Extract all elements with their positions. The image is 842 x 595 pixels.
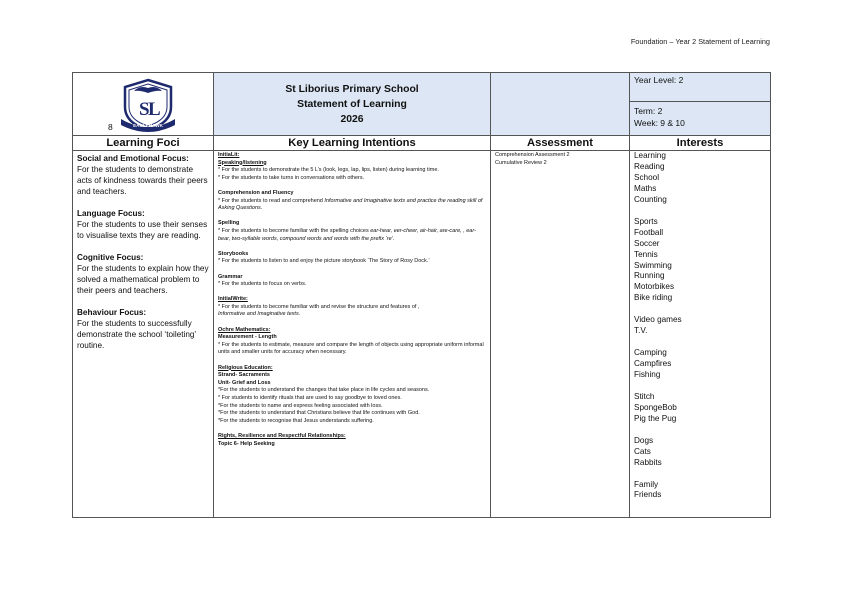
spelling-text-plain: * For the students to become familiar with the spelling choices — [218, 227, 371, 234]
rrrr-title: Rights, Resilience and Respectful Relationships: — [218, 432, 346, 439]
rrrr-topic: Topic 6- Help Seeking — [218, 440, 275, 447]
interest-item: Bike riding — [634, 293, 673, 303]
initiallit-title: InitiaLit: — [218, 152, 240, 158]
logo-cell — [73, 73, 214, 136]
interest-item: Stitch — [634, 391, 655, 401]
focus-text: For the students to demonstrate acts of kindness towards their peers and teachers. — [77, 165, 208, 196]
comprehension-text — [218, 198, 486, 213]
focus-cognitive — [77, 252, 209, 296]
spelling-section — [218, 220, 486, 243]
interest-item: Pig the Pug — [634, 413, 677, 423]
page-header: Foundation – Year 2 Statement of Learning — [630, 37, 770, 46]
assessment-item: Cumulative Review 2 — [495, 159, 547, 166]
svg-text:L: L — [148, 99, 161, 120]
speaking-item: * For the students to demonstrate the 5 L’s (look, legs, lap, lips, listen) during learning time. — [218, 167, 439, 174]
initialwrite-section — [218, 296, 486, 319]
storybooks-text: * For the students to listen to and enjoy the picture storybook ‘The Story of Rosy Dock.’ — [218, 258, 430, 265]
school-heading-extension — [491, 73, 630, 136]
grammar-section — [218, 274, 486, 289]
re-item: *For the students to recognise that Jesus understands suffering. — [218, 417, 374, 424]
re-item: *For the students to name and express feeling associated with loss. — [218, 402, 383, 409]
initialwrite-text-italic: Informative and Imaginative texts. — [218, 311, 301, 318]
focus-behaviour — [77, 307, 209, 351]
spelling-text-italic: ear-hear, eer-cheer, air-hair, are-care, , ear-bear, two-syllable words, compound words and words with the prefix ‘re’. — [218, 227, 476, 242]
school-crest-icon — [117, 77, 179, 133]
logo-number: 8 — [108, 122, 113, 132]
focus-language — [77, 208, 209, 241]
grammar-title: Grammar — [218, 273, 243, 280]
interest-item: Campfires — [634, 359, 672, 369]
assessment-item: Comprehension Assessment 2 — [495, 152, 570, 158]
school-heading — [214, 73, 491, 136]
speaking-listening-title: Speaking/listening — [218, 159, 267, 166]
interest-gap — [634, 425, 766, 436]
maths-section — [218, 327, 486, 357]
interest-item: Camping — [634, 348, 667, 358]
interest-item: Friends — [634, 490, 662, 500]
re-item: *For the students to understand the changes that take place in life cycles and seasons. — [218, 387, 430, 394]
interest-item: Video games — [634, 315, 682, 325]
learning-foci-cell — [73, 151, 214, 518]
speaking-item: * For the students to take turns in conversations with others. — [218, 174, 365, 181]
focus-title: Language Focus: — [77, 209, 145, 218]
interest-item: SpongeBob — [634, 402, 677, 412]
rrrr-section — [218, 433, 486, 448]
school-name: St Liborius Primary School — [285, 83, 419, 95]
re-section — [218, 365, 486, 426]
spelling-title: Spelling — [218, 220, 240, 227]
interest-item: Tennis — [634, 249, 658, 259]
interest-item: Maths — [634, 183, 657, 193]
week: Week: 9 & 10 — [634, 118, 685, 128]
document-year: 2026 — [340, 113, 364, 125]
column-header-key-learning-intentions: Key Learning Intentions — [214, 136, 491, 151]
comprehension-title: Comprehension and Fluency — [218, 189, 294, 196]
interest-item: Learning — [634, 151, 666, 160]
interest-item: T.V. — [634, 326, 648, 336]
interest-item: Reading — [634, 161, 665, 171]
storybooks-title: Storybooks — [218, 250, 249, 257]
interest-gap — [634, 381, 766, 392]
maths-text: * For the students to estimate, measure and compare the length of objects using appropriate uniform informal units and smaller units for accuracy when necessary. — [218, 341, 484, 356]
interest-gap — [634, 337, 766, 348]
focus-text: For the students to explain how they solved a mathematical problem to their peers and teachers. — [77, 264, 209, 295]
initiallit-section — [218, 152, 486, 182]
maths-title: Ochre Mathematics: — [218, 326, 271, 333]
interest-item: Soccer — [634, 238, 660, 248]
year-level: Year Level: 2 — [630, 73, 771, 102]
re-strand: Strand- Sacraments — [218, 372, 270, 379]
interests-cell — [630, 151, 771, 518]
interest-item: Football — [634, 227, 664, 237]
statement-of-learning-table — [72, 72, 771, 518]
focus-text: For the students to use their senses to visualise texts they are reading. — [77, 220, 208, 240]
document-title: Statement of Learning — [297, 98, 407, 110]
column-header-assessment: Assessment — [491, 136, 630, 151]
interest-gap — [634, 206, 766, 217]
focus-text: For the students to successfully demonstrate the school ‘toileting’ routine. — [77, 319, 196, 350]
storybooks-section — [218, 251, 486, 266]
focus-title: Behaviour Focus: — [77, 308, 147, 317]
initialwrite-text: * For the students to become familiar with and revise the structure and features of , — [218, 303, 420, 310]
maths-subtitle: Measurement - Length — [218, 334, 277, 341]
interest-item: Cats — [634, 446, 651, 456]
interest-item: Sports — [634, 216, 658, 226]
comprehension-text-plain: * For the students to read and comprehend — [218, 197, 325, 204]
term-week — [630, 102, 771, 136]
interest-item: Fishing — [634, 370, 661, 380]
interest-item: Dogs — [634, 435, 654, 445]
term: Term: 2 — [634, 106, 663, 116]
comprehension-text-italic: Informative and Imaginative texts and practice the reading skill of Asking Questions. — [218, 197, 483, 212]
re-item: *For the students to understand that Christians believe that life continues with God. — [218, 410, 420, 417]
svg-text:EAGLEHAWK: EAGLEHAWK — [133, 123, 163, 128]
focus-title: Social and Emotional Focus: — [77, 154, 189, 163]
interest-item: Counting — [634, 194, 667, 204]
focus-title: Cognitive Focus: — [77, 253, 144, 262]
interest-item: Swimming — [634, 260, 672, 270]
comprehension-section — [218, 190, 486, 213]
interest-gap — [634, 469, 766, 480]
re-title: Religious Education: — [218, 364, 273, 371]
focus-social-emotional — [77, 153, 209, 197]
spelling-text — [218, 228, 486, 243]
initialwrite-title: InitialWrite: — [218, 296, 248, 303]
interest-item: Family — [634, 479, 659, 489]
key-learning-intentions-cell — [214, 151, 491, 518]
re-unit: Unit- Grief and Loss — [218, 379, 271, 386]
column-header-interests: Interests — [630, 136, 771, 151]
column-header-learning-foci: Learning Foci — [73, 136, 214, 151]
assessment-cell — [491, 151, 630, 518]
interest-item: Rabbits — [634, 457, 662, 467]
grammar-text: * For the students to focus on verbs. — [218, 281, 307, 288]
svg-text:S: S — [139, 99, 150, 120]
interest-gap — [634, 304, 766, 315]
interest-item: Running — [634, 271, 665, 281]
re-item: * For students to identify rituals that are used to say goodbye to loved ones. — [218, 395, 402, 401]
interest-item: Motorbikes — [634, 282, 675, 292]
interest-item: School — [634, 172, 660, 182]
